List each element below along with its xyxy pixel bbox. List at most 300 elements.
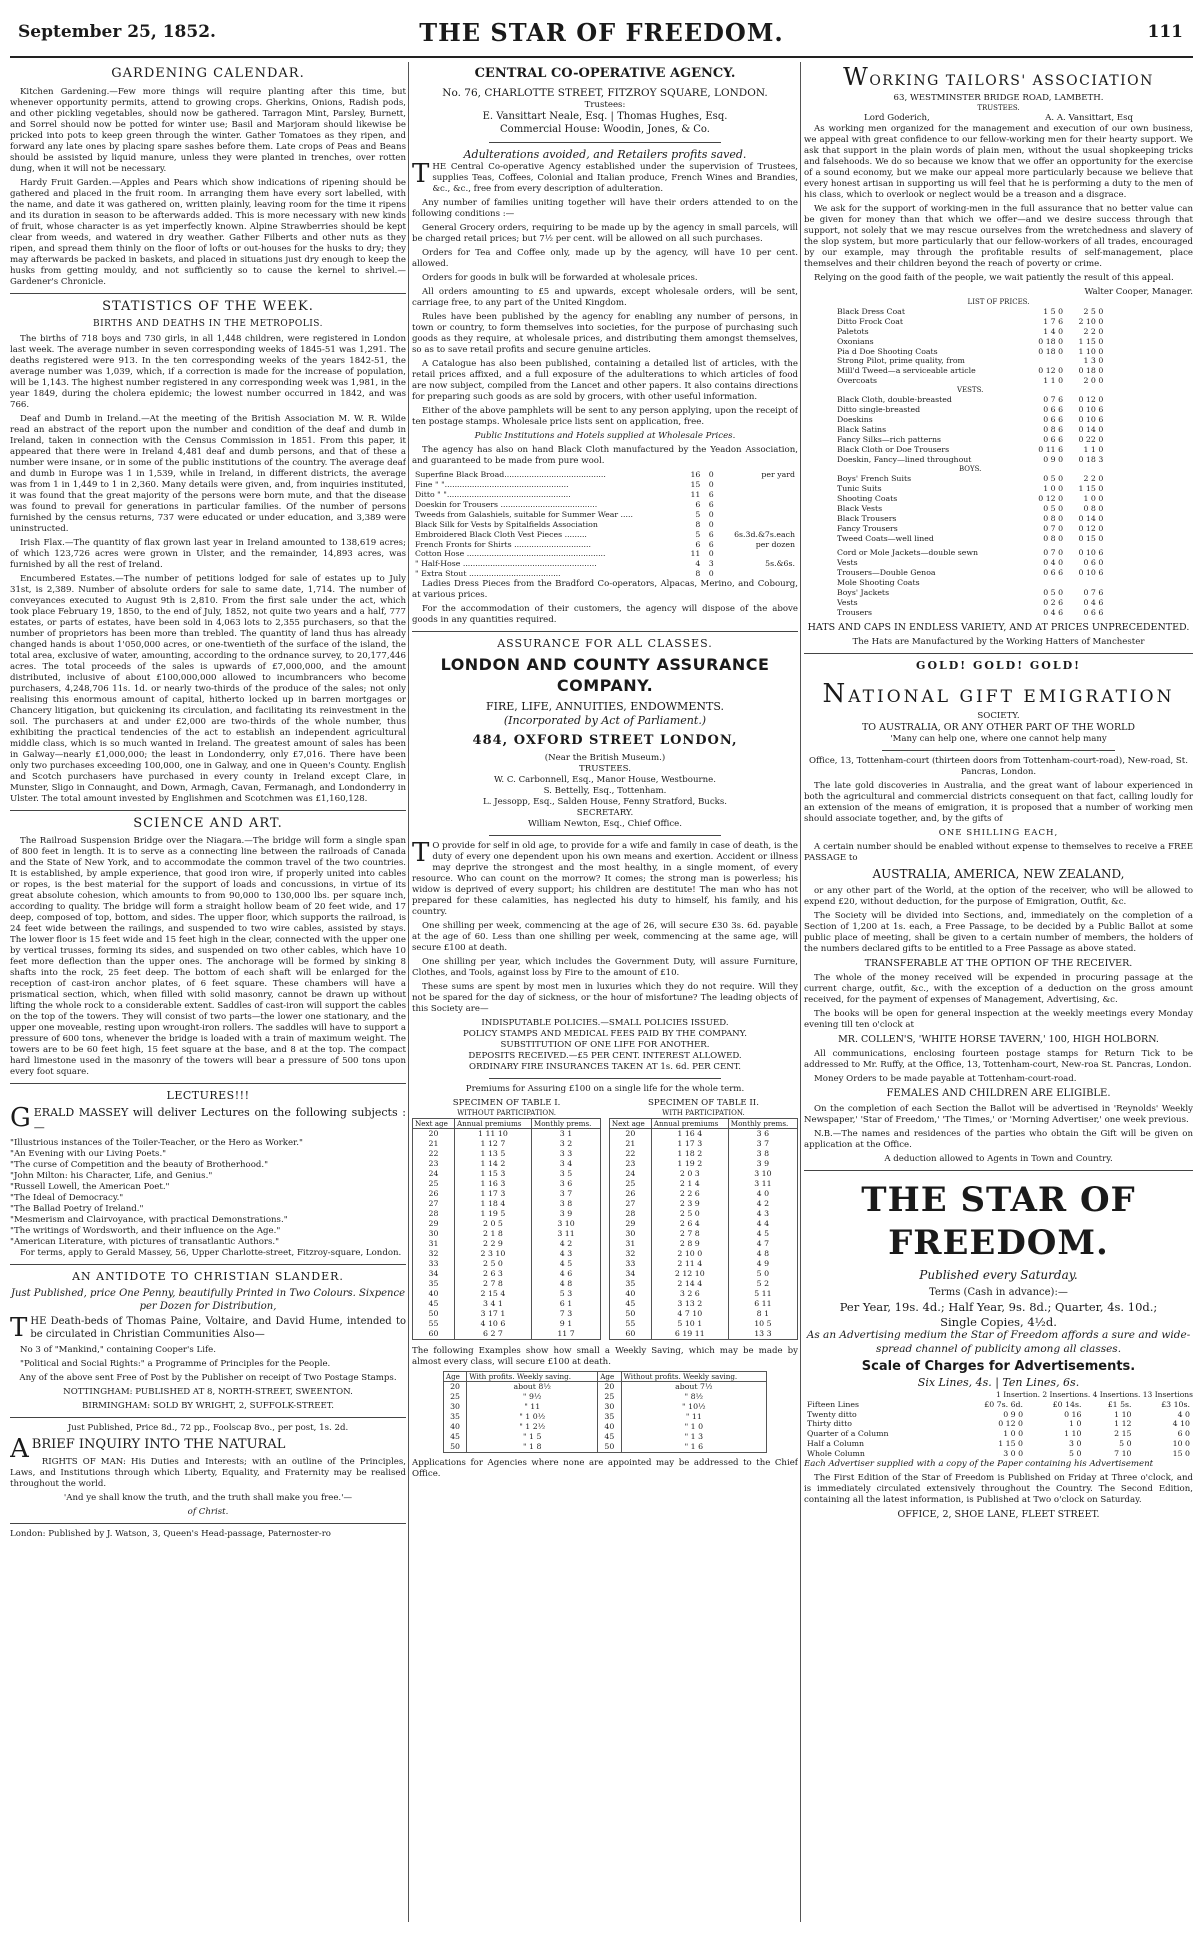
table-cell (717, 520, 798, 530)
newspaper-title: THE STAR OF FREEDOM. (419, 18, 784, 47)
table-cell: Doeskin for Trousers ....................................... (415, 499, 598, 509)
table-row (413, 1169, 601, 1179)
table-cell: 0 10 6 (1078, 567, 1104, 577)
star-scale: Scale of Charges for Advertisements. (861, 1359, 1136, 1375)
assurance-p1 (412, 838, 798, 918)
table-cell: Fifteen Lines (807, 1399, 859, 1409)
emigration-destinations: AUSTRALIA, AMERICA, NEW ZEALAND, (872, 867, 1125, 882)
table-row (412, 480, 798, 490)
table-cell: 6 (695, 539, 701, 549)
table-cell: 1 0 0 (1043, 484, 1064, 494)
table-cell: Thirty ditto (807, 1419, 852, 1429)
assurance-object: ORDINARY FIRE INSURANCES TAKEN AT 1s. 6d. PER CENT. (469, 1062, 741, 1073)
agency-motto: Adulterations avoided, and Retailers profits saved. (463, 147, 747, 161)
table-cell: about 8½ (467, 1381, 598, 1391)
table-cell: 0 8 0 (1043, 533, 1064, 543)
table-cell: 4 9 (728, 1259, 797, 1269)
lectures-intro-text: ERALD MASSEY will deliver Lectures on the following subjects :— (33, 1106, 406, 1134)
tailors-hats: HATS AND CAPS IN ENDLESS VARIETY, AND AT PRICES UNPRECEDENTED. (807, 621, 1190, 633)
table-cell: Vests (837, 597, 858, 607)
table-cell: 0 2 6 (1043, 597, 1064, 607)
statistics-estates: Encumbered Estates.—The number of petitions lodged for sale of estates up to July 31st, is 2,389. Number of absolute orders for sale to same date, 1,714. The number of conveyances executed to August 9th is 2,810. From the first sale under the act, which took place February 19, 1850, to the end of July, 1852, not quite two years and a half, 777 estates, or parts of estates, have been sold in 4,063 lots to 2,355 purchasers, so that the number of proprietors has been more than trebled. The quantity of land thus has already changed hands is about 1'050,000 acres, or one-twentieth of the surface of the island, the total area, exclusive of water, amounting, according to the ordnance survey, to 20,177,446 acres. The total proceeds of the sales is upwards of £7,000,000, and the amount distributed, inclusive of about £100,000,000 allowed to incumbrancers who become purchasers, 4,248,706 11s. 1d. or nearly two-thirds of the produce of the sales; not only realising this enormous amount of capital, hitherto locked up in barren mortgages or Chancery litigation, but quickening its circulation, and facilitating its reinvestment in the soil. The purchasers at and under £2,000 are two-thirds of the whole number, thus exhibiting the practical tendencies of the act to establish an independent agricultural middle class, which is so much wanted in Ireland. The greatest amount of sales has been in Galway—nearly £1,000,000; the least in Londonderry, only £7,016. There have been only two purchases exceeding 100,000, one in Galway, and one in Queen's County. English and Scotch purchasers have purchased in every county in Ireland except Clare, in Munster, Sligo in Connaught, and Down, Armagh, Cavan, Fermanagh, and Londonderry in Ulster. The total amount invested by Englishmen and Scotchmen was £1,160,128. (10, 573, 406, 804)
table-cell: 5s.&6s. (765, 559, 795, 569)
table2-sub: WITH PARTICIPATION. (662, 1109, 745, 1118)
table-cell: 4 7 (728, 1239, 797, 1249)
table-cell: 0 12 0 (1078, 395, 1104, 405)
table-header-cell: Without profits. Weekly saving. (621, 1371, 767, 1381)
newspaper-page (10, 10, 1193, 1927)
table-cell: 30 (609, 1229, 651, 1239)
table-row (609, 1289, 797, 1299)
table-cell: 26 (609, 1189, 651, 1199)
table-cell: Boys' French Suits (837, 474, 912, 484)
gardening-kitchen: Kitchen Gardening.—Few more things will require planting after this time, but whenever opportunity permits, attend to growing crops. Gherkins, Onions, Radish pods, and other pickling vegetables, should now be gathered. Tarragon Mint, Parsley, Burnett, and Sorrel should now be potted for winter use; Basil and Marjoram should likewise be pricked into pots to keep green through the winter. Gather Tomatoes as they ripen, and forward any late ones by placing spare sashes before them. Late crops of Peas and Beans should be assisted by liquid manure, unless they were planted in trenches, over rotten dung, when it will not be necessary. (10, 86, 406, 174)
table-row (834, 307, 1106, 317)
table-cell: 0 (708, 569, 714, 579)
table-cell: 0 4 0 (1043, 557, 1064, 567)
assurance-p2: One shilling per week, commencing at the age of 26, will secure £30 3s. 6d. payable at the age of 60. Less than one shilling per week, commencing at the same age, will secure £100 at death. (412, 921, 798, 954)
table1 (412, 1118, 601, 1340)
page-number: 111 (1147, 22, 1183, 42)
table-row (443, 1432, 766, 1442)
column-1 (10, 62, 406, 1922)
table-row (413, 1219, 601, 1229)
table-cell: 3 2 (531, 1139, 600, 1149)
table-row (412, 500, 798, 510)
table2 (609, 1118, 798, 1340)
table-cell (1066, 578, 1106, 588)
table-row (834, 376, 1106, 386)
table-row (804, 1449, 1193, 1459)
table-cell: 0 (708, 549, 714, 559)
table-row (413, 1139, 601, 1149)
table-cell: 1 0 (1069, 1419, 1082, 1429)
table-cell: Tweed Coats—well lined (837, 533, 934, 543)
table-cell: 0 16 (1064, 1409, 1082, 1419)
lecture-item: "An Evening with our Living Poets." (10, 1148, 167, 1159)
table-cell: 29 (609, 1219, 651, 1229)
agency-house: Commercial House: Woodin, Jones, & Co. (500, 123, 710, 135)
table-cell: 0 11 6 (1038, 445, 1064, 455)
agency-ladies: Ladies Dress Pieces from the Bradford Co-operators, Alpacas, Merino, and Cobourg, at various prices. (412, 579, 798, 601)
table-cell: Black Satins (837, 425, 887, 435)
table-header-cell: Monthly prems. (531, 1119, 600, 1129)
table-cell: 31 (413, 1239, 455, 1249)
table-cell: 0 12 0 (1038, 366, 1064, 376)
table-cell: 0 22 0 (1078, 435, 1104, 445)
table-cell: Fancy Silks—rich patterns (837, 435, 942, 445)
table-row (413, 1189, 601, 1199)
table-row (834, 425, 1106, 435)
table-cell: 23 (413, 1159, 455, 1169)
table-cell: 28 (413, 1209, 455, 1219)
table-cell: 2 2 0 (1083, 326, 1104, 336)
tailors-price-table (834, 307, 1106, 618)
table-cell: Ditto Frock Coat (837, 316, 904, 326)
table-cell: " 11 (467, 1402, 598, 1412)
table-row (413, 1239, 601, 1249)
table-cell: 23 (609, 1159, 651, 1169)
table-cell: " Extra Stout ..................................... (415, 569, 561, 579)
table-cell: 20 (413, 1129, 455, 1139)
dropcap-t: T (10, 1313, 28, 1344)
table-cell: 2 11 4 (651, 1259, 728, 1269)
table-cell: 20 (443, 1381, 466, 1391)
table-cell: 4 8 (531, 1279, 600, 1289)
table-cell: 2 3 9 (651, 1199, 728, 1209)
table-cell: 0 12 0 (1078, 523, 1104, 533)
table-cell: 0 18 3 (1078, 455, 1104, 465)
statistics-subheading: BIRTHS AND DEATHS IN THE METROPOLIS. (93, 319, 323, 330)
emigration-transfer: TRANSFERABLE AT THE OPTION OF THE RECEIVER. (864, 957, 1133, 969)
table-cell: 4 3 (728, 1209, 797, 1219)
table-cell: 0 18 0 (1078, 366, 1104, 376)
divider (804, 653, 1193, 654)
table-row (834, 484, 1106, 494)
agency-p9: Either of the above pamphlets will be sent to any person applying, upon the receipt of ten postage stamps. Wholesale price lists sent on application, free. (412, 405, 798, 427)
table-cell: 25 (413, 1179, 455, 1189)
table-cell: 45 (609, 1299, 651, 1309)
table-cell: Trousers (837, 607, 872, 617)
table-cell: 1 1 0 (1043, 376, 1064, 386)
assurance-object: POLICY STAMPS AND MEDICAL FEES PAID BY THE COMPANY. (463, 1029, 747, 1040)
table-row (609, 1139, 797, 1149)
table-cell: 3 17 1 (454, 1309, 531, 1319)
column-3 (804, 62, 1193, 1922)
star-insertions: 1 Insertion. 2 Insertions. 4 Insertions. 13 Insertions (996, 1389, 1193, 1399)
table-cell: 55 (609, 1319, 651, 1329)
assurance-agents: Applications for Agencies where none are appointed may be addressed to the Chief Office. (412, 1457, 798, 1479)
table-cell: 28 (609, 1209, 651, 1219)
table-cell: 30 (413, 1229, 455, 1239)
table-cell: " 1 5 (467, 1432, 598, 1442)
column-rule (800, 62, 801, 1922)
agency-intro (412, 158, 798, 195)
agency-p2: Any number of families uniting together will have their orders attended to on the following conditions :— (412, 197, 798, 219)
table-header-cell: Age (443, 1371, 466, 1381)
table-cell: 3 1 (531, 1129, 600, 1139)
table-row (609, 1129, 797, 1139)
table-cell: 0 6 6 (1043, 567, 1064, 577)
table-cell: 32 (413, 1249, 455, 1259)
table-cell: 0 9 0 (1043, 455, 1064, 465)
table-row (834, 568, 1106, 578)
emigration-title-text: ATIONAL GIFT EMIGRATION (848, 686, 1175, 707)
tailors-list-label: LIST OF PRICES. (967, 297, 1030, 306)
table-cell: 0 (708, 519, 714, 529)
table-cell: 10 5 (728, 1319, 797, 1329)
table-cell: 3 5 (531, 1169, 600, 1179)
table-row (834, 548, 1106, 558)
emigration-p6: The books will be open for general inspection at the weekly meetings every Monday evening till ten o'clock at (804, 1008, 1193, 1030)
table-cell: 3 6 (728, 1129, 797, 1139)
cloth-price-table (412, 470, 798, 580)
table-cell: 15 0 (1172, 1449, 1190, 1459)
table-cell: 40 (443, 1422, 466, 1432)
antidote-any: Any of the above sent Free of Post by the Publisher on receipt of Two Postage Stamps. (19, 1372, 397, 1383)
table-row (413, 1319, 601, 1329)
agency-p10: The agency has also on hand Black Cloth manufactured by the Yeadon Association, and guaranteed to be made from pure wool. (412, 444, 798, 466)
table-cell: Oxonians (837, 336, 874, 346)
table-row (412, 490, 798, 500)
table-cell: Quarter of a Column (807, 1429, 889, 1439)
emigration-to: TO AUSTRALIA, OR ANY OTHER PART OF THE WORLD (861, 722, 1136, 734)
issue-date: September 25, 1852. (18, 22, 216, 42)
table-row (834, 474, 1106, 484)
table-row (412, 520, 798, 530)
table-row (834, 514, 1106, 524)
table-cell: per dozen (755, 539, 795, 549)
assurance-p3: One shilling per year, which includes the Government Duty, will assure Furniture, Clothes, and Tools, against loss by Fire to the amount of £10. (412, 957, 798, 979)
assurance-object: DEPOSITS RECEIVED.—£5 PER CENT. INTEREST ALLOWED. (468, 1051, 742, 1062)
table-cell: 0 8 6 (1043, 425, 1064, 435)
table-row (413, 1209, 601, 1219)
table-cell: 2 2 6 (651, 1189, 728, 1199)
specimen-tables (412, 1098, 798, 1340)
table-cell: 3 9 (728, 1159, 797, 1169)
table-cell: 3 4 (531, 1159, 600, 1169)
inquiry-quote: 'And ye shall know the truth, and the truth shall make you free.'— (63, 1492, 353, 1503)
table-cell: 6 1 (531, 1299, 600, 1309)
emigration-p8: Money Orders to be made payable at Tottenham-court-road. (814, 1073, 1077, 1084)
agency-accom: For the accommodation of their customers, the agency will dispose of the above goods in any quantities required. (412, 604, 798, 626)
table-cell: 30 (598, 1402, 621, 1412)
table-row (834, 455, 1106, 465)
assurance-company: LONDON AND COUNTY ASSURANCE COMPANY. (440, 655, 770, 695)
table-cell: 5 0 (1069, 1449, 1082, 1459)
table-cell: Cotton Hose ........................................................ (415, 549, 606, 559)
table-cell: Whole Column (807, 1449, 865, 1459)
table-row (412, 510, 798, 520)
agency-trustees: E. Vansittart Neale, Esq. | Thomas Hughes, Esq. (482, 111, 728, 123)
antidote-title (10, 1313, 406, 1344)
table-cell: 2 2 0 (1083, 474, 1104, 484)
table-cell: 3 11 (531, 1229, 600, 1239)
table-cell: 5 (695, 509, 701, 519)
table-cell: 0 7 6 (1083, 587, 1104, 597)
table-row (609, 1229, 797, 1239)
lecture-item: "The Ideal of Democracy." (10, 1192, 124, 1203)
boys-label: BOYS. (958, 465, 982, 474)
tailors-p1: As working men organized for the management and execution of our own business, we appeal with great confidence to our fellow-working men for their hearty support. We ask that support in the plain words of plain men, without the usual shopkeeping tricks and falsehoods. We do so because we know that we offer an opportunity for the exercise of a sound economy, but we make our appeal more particularly because we believe that every honest artisan in supporting us will feel that he is performing a duty to the men of his class, which to overlook or neglect would be a treason and a disgrace. (804, 123, 1193, 200)
table-cell: 3 8 (531, 1199, 600, 1209)
table-cell: 0 6 6 (1083, 607, 1104, 617)
specimen-table-2 (609, 1098, 798, 1340)
table-cell: 0 15 0 (1078, 533, 1104, 543)
table-cell: 2 1 4 (651, 1179, 728, 1189)
table-cell: 4 7 10 (651, 1309, 728, 1319)
table-row (609, 1329, 797, 1339)
table-cell: 26 (413, 1189, 455, 1199)
table-cell: 1 18 2 (651, 1149, 728, 1159)
tailors-hats-note: The Hats are Manufactured by the Working Hatters of Manchester (852, 636, 1145, 647)
table-row (412, 540, 798, 550)
table-row (609, 1319, 797, 1329)
table-row (804, 1410, 1193, 1420)
assurance-object: SUBSTITUTION OF ONE LIFE FOR ANOTHER. (500, 1040, 710, 1051)
table-cell: 13 3 (728, 1329, 797, 1339)
table-cell: 2 6 4 (651, 1219, 728, 1229)
table-cell: Tweeds from Galashiels, suitable for Summer Wear ..... (415, 509, 633, 519)
table-cell: 1 19 2 (651, 1159, 728, 1169)
table-cell: 0 14 0 (1078, 425, 1104, 435)
table-cell: Tunic Suits (837, 484, 882, 494)
assurance-incorporated: (Incorporated by Act of Parliament.) (503, 714, 707, 728)
table-row (834, 588, 1106, 598)
table-row (834, 445, 1106, 455)
table-cell: Black Cloth or Doe Trousers (837, 445, 950, 455)
table-cell: 2 0 0 (1083, 376, 1104, 386)
divider (882, 750, 1115, 751)
table-cell: 40 (609, 1289, 651, 1299)
table-cell: 45 (413, 1299, 455, 1309)
table-cell: 0 (708, 469, 714, 479)
statistics-deaf: Deaf and Dumb in Ireland.—At the meeting of the British Association M. W. R. Wilde read an abstract of the report upon the number and condition of the deaf and dumb in Ireland, taken in connection with the Census Commission in 1851. From this paper, it appeared that there were in Ireland 4,481 deaf and dumb persons, and that of these a number were insane, or in some of the public institutions of the country. The average deaf and dumb in Europe was 1 in 1,539, while in Ireland, in different districts, the average was from 1 in 1,449 to 1 in 2,360. Many details were given, and, from inquiries instituted, it was found that the great majority of the persons were born mute, and that the disease was found to prevail for generations in particular families. Of the number of persons furnished by the census returns, 737 were educated or under education, and 3,389 were uninstructed. (10, 413, 406, 534)
table-row (804, 1429, 1193, 1439)
table-cell: 0 9 0 (1003, 1409, 1024, 1419)
table-cell: 0 12 0 (998, 1419, 1024, 1429)
table-row (834, 347, 1106, 357)
table-cell: 2 8 9 (651, 1239, 728, 1249)
table-cell: 5 0 (728, 1269, 797, 1279)
table-cell: 0 5 0 (1043, 503, 1064, 513)
table-cell: Fine " ".................................................. (415, 479, 569, 489)
agency-p5: Orders for goods in bulk will be forwarded at wholesale prices. (422, 272, 698, 283)
table-row (834, 494, 1106, 504)
table-cell: Twenty ditto (807, 1409, 857, 1419)
tailors-trustee: Lord Goderich, (864, 112, 930, 123)
agency-p7: Rules have been published by the agency for enabling any number of persons, in town or country, to form themselves into societies, for the purpose of purchasing such goods as they require, at wholesale prices, and distributing them amongst themselves, so as to save retail profits and secure genuine articles. (412, 311, 798, 355)
table-cell: 0 (708, 479, 714, 489)
assurance-trustee: S. Bettelly, Esq., Tottenham. (543, 786, 667, 797)
table-cell: 4 10 6 (454, 1319, 531, 1329)
table-cell: 1 16 3 (454, 1179, 531, 1189)
table-cell: 6 (708, 489, 714, 499)
table-cell: 33 (609, 1259, 651, 1269)
table-cell: 0 7 0 (1043, 523, 1064, 533)
dropcap-g: G (10, 1103, 31, 1134)
table-cell: 4 10 (1172, 1419, 1190, 1429)
table-cell: 1 4 0 (1043, 326, 1064, 336)
table-cell: 4 8 (728, 1249, 797, 1259)
table-cell: 1 0 0 (1083, 494, 1104, 503)
table-cell: " 1 2½ (467, 1422, 598, 1432)
table-row (609, 1279, 797, 1289)
table-cell: Overcoats (837, 376, 877, 386)
table-cell (1026, 356, 1066, 366)
table-cell: 3 4 1 (454, 1299, 531, 1309)
table-cell: " 1 0½ (467, 1412, 598, 1422)
table-cell: 32 (609, 1249, 651, 1259)
table-cell: 50 (443, 1442, 466, 1452)
table-cell: 0 10 6 (1078, 547, 1104, 557)
assurance-object: INDISPUTABLE POLICIES.—SMALL POLICIES ISSUED. (481, 1018, 729, 1029)
table-row (609, 1169, 797, 1179)
table-cell: 50 (598, 1442, 621, 1452)
science-bridge: The Railroad Suspension Bridge over the Niagara.—The bridge will form a single span of 800 feet in length. It is to serve as a connecting line between the railroads of Canada and the State of New York, and to accommodate the common travel of the two countries. It is established, by ample experience, that good iron wire, if properly united into cables or ropes, is the best material for the support of loads and concussions, in virtue of its great absolute cohesion, which amounts to from 90,000 to 130,000 lbs. per square inch, according to quality. The bridge will form a straight hollow beam of 20 feet wide, and 17 deep, composed of top, bottom, and sides. The upper floor, which supports the railroad, is 24 feet wide between the railings, and suspended to two wire cables, assisted by stays. The lower floor is 15 feet wide and 15 feet high in the clear, connected with the upper one by vertical trusses, forming its sides, and suspended on two other cables, which have 10 feet more deflection than the upper ones. The anchorage will be formed by sinking 8 shafts into the rock, 25 feet deep. The bottom of each shaft will be enlarged for the reception of cast-iron anchor plates, of 6 feet square. These chambers will have a prismatical section, which, when filled with solid masonry, cannot be drawn up without lifting the whole rock to a considerable extent. Saddles of cast-iron will support the cables on the top of the towers. They will consist of two parts—the lower one stationary, and the upper one moveable, resting upon wrought-iron rollers. The saddles will have to support a pressure of 600 tons, whenever the bridge is loaded with a train of maximum weight. The towers are to be 60 feet high, 15 feet square at the base, and 8 at the top. The compact hard limestone used in the masonry of the towers will bear a pressure of 500 tons upon every foot square. (10, 836, 406, 1078)
lecture-item: "Mesmerism and Clairvoyance, with practical Demonstrations." (10, 1214, 288, 1225)
table-cell: 1 17 3 (454, 1189, 531, 1199)
table-row (834, 534, 1106, 544)
table-cell: Doeskin, Fancy—lined throughout (837, 455, 972, 465)
table-cell: 1 11 10 (454, 1129, 531, 1139)
star-per-year: Per Year, 19s. 4d.; Half Year, 9s. 8d.; Quarter, 4s. 10d.; (839, 1299, 1158, 1314)
statistics-heading: STATISTICS OF THE WEEK. (102, 298, 314, 314)
lectures-intro (10, 1103, 406, 1134)
table-cell: 27 (413, 1199, 455, 1209)
table-cell: Ditto " ".................................................. (415, 489, 571, 499)
table-cell: 2 5 0 (1083, 306, 1104, 316)
antidote-political: "Political and Social Rights:" a Programme of Principles for the People. (20, 1358, 331, 1369)
table-row (609, 1239, 797, 1249)
table-row (609, 1179, 797, 1189)
emigration-p5: The whole of the money received will be expended in procuring passage at the current charge, outfit, &c., with the exception of a deduction on the gross amount received, for the payment of expenses of Management, Advertising, &c. (804, 972, 1193, 1005)
table-cell: 2 2 9 (454, 1239, 531, 1249)
antidote-no3: No 3 of "Mankind," containing Cooper's Life. (20, 1344, 217, 1355)
table-cell: 24 (609, 1169, 651, 1179)
table-cell: Mole Shooting Coats (837, 577, 920, 587)
table-cell: 4 (695, 559, 701, 569)
table-cell: Fancy Trousers (837, 523, 898, 533)
table-cell: 6 0 (1177, 1429, 1190, 1439)
table-row (834, 435, 1106, 445)
table-cell: 0 6 6 (1043, 405, 1064, 415)
emigration-p3: or any other part of the World, at the option of the receiver, who will be allowed to expend £20, without deduction, for the purpose of Emigration, Outfit, &c. (804, 885, 1193, 907)
tailors-trustee: A. A. Vansittart, Esq (1045, 112, 1133, 123)
table-cell: 11 (690, 549, 701, 559)
tailors-trustees-label: TRUSTEES. (977, 103, 1020, 112)
tailors-trustees (804, 113, 1193, 124)
table-row (609, 1209, 797, 1219)
table-cell: Black Silk for Vests by Spitalfields Association (415, 519, 598, 529)
table-cell: 55 (413, 1319, 455, 1329)
table-cell: Mill'd Tweed—a serviceable article (837, 366, 976, 376)
table-cell: 0 14 0 (1078, 513, 1104, 523)
table-cell: 0 10 6 (1078, 415, 1104, 425)
divider (10, 293, 406, 294)
table1-sub: WITHOUT PARTICIPATION. (457, 1109, 557, 1118)
tailors-address: 63, WESTMINSTER BRIDGE ROAD, LAMBETH. (893, 92, 1104, 103)
statistics-births: The births of 718 boys and 730 girls, in all 1,448 children, were registered in London last week. The average number in seven corresponding weeks of 1845-51 was 1,291. The deaths registered were 913. In the ten corresponding weeks of the years 1842-51, the average number was 1,039, which, if a correction is made for the increase of population, will be 1,143. The highest number registered in any corresponding week was 1,981, in the year 1849, during the cholera epidemic; the lowest number occurred in 1842, and was 766. (10, 333, 406, 410)
table-cell: 1 13 5 (454, 1149, 531, 1159)
table-cell: 2 3 10 (454, 1249, 531, 1259)
table-cell: 6 (708, 529, 714, 539)
table-row (413, 1269, 601, 1279)
assurance-premiums: Premiums for Assuring £100 on a single life for the whole term. (465, 1084, 745, 1095)
table-cell: 27 (609, 1199, 651, 1209)
table-cell: 60 (413, 1329, 455, 1339)
inquiry-title-text: BRIEF INQUIRY INTO THE NATURAL (31, 1436, 286, 1452)
lecture-item: "The writings of Wordsworth, and their influence on the Age." (10, 1225, 281, 1236)
agency-address: No. 76, CHARLOTTE STREET, FITZROY SQUARE, LONDON. (442, 86, 768, 99)
table-cell (717, 569, 798, 579)
table-cell: 2 6 3 (454, 1269, 531, 1279)
table-cell: 4 2 (531, 1239, 600, 1249)
agency-p6: All orders amounting to £5 and upwards, except wholesale orders, will be sent, carriage free, to any part of the United Kingdom. (412, 286, 798, 308)
table-row (834, 608, 1106, 618)
table-cell: 0 6 6 (1043, 415, 1064, 425)
table-header-cell: Annual premiums (454, 1119, 531, 1129)
table-cell: 0 7 0 (1043, 547, 1064, 557)
star-single: Single Copies, 4½d. (940, 1314, 1057, 1329)
tailors-p3: Relying on the good faith of the people, we wait patiently the result of this appeal. (814, 272, 1174, 283)
table-cell: 0 18 0 (1038, 346, 1064, 356)
table-cell: 1 7 6 (1043, 316, 1064, 326)
table-cell: 5 (695, 529, 701, 539)
tailors-heading-text: ORKING TAILORS' ASSOCIATION (869, 73, 1154, 89)
table-cell: 45 (443, 1432, 466, 1442)
statistics-flax: Irish Flax.—The quantity of flax grown last year in Ireland amounted to 138,619 acres; of which 123,726 acres were grown in Ulster, and the remainder, 14,893 acres, was furnished by all the rest of Ireland. (10, 537, 406, 570)
